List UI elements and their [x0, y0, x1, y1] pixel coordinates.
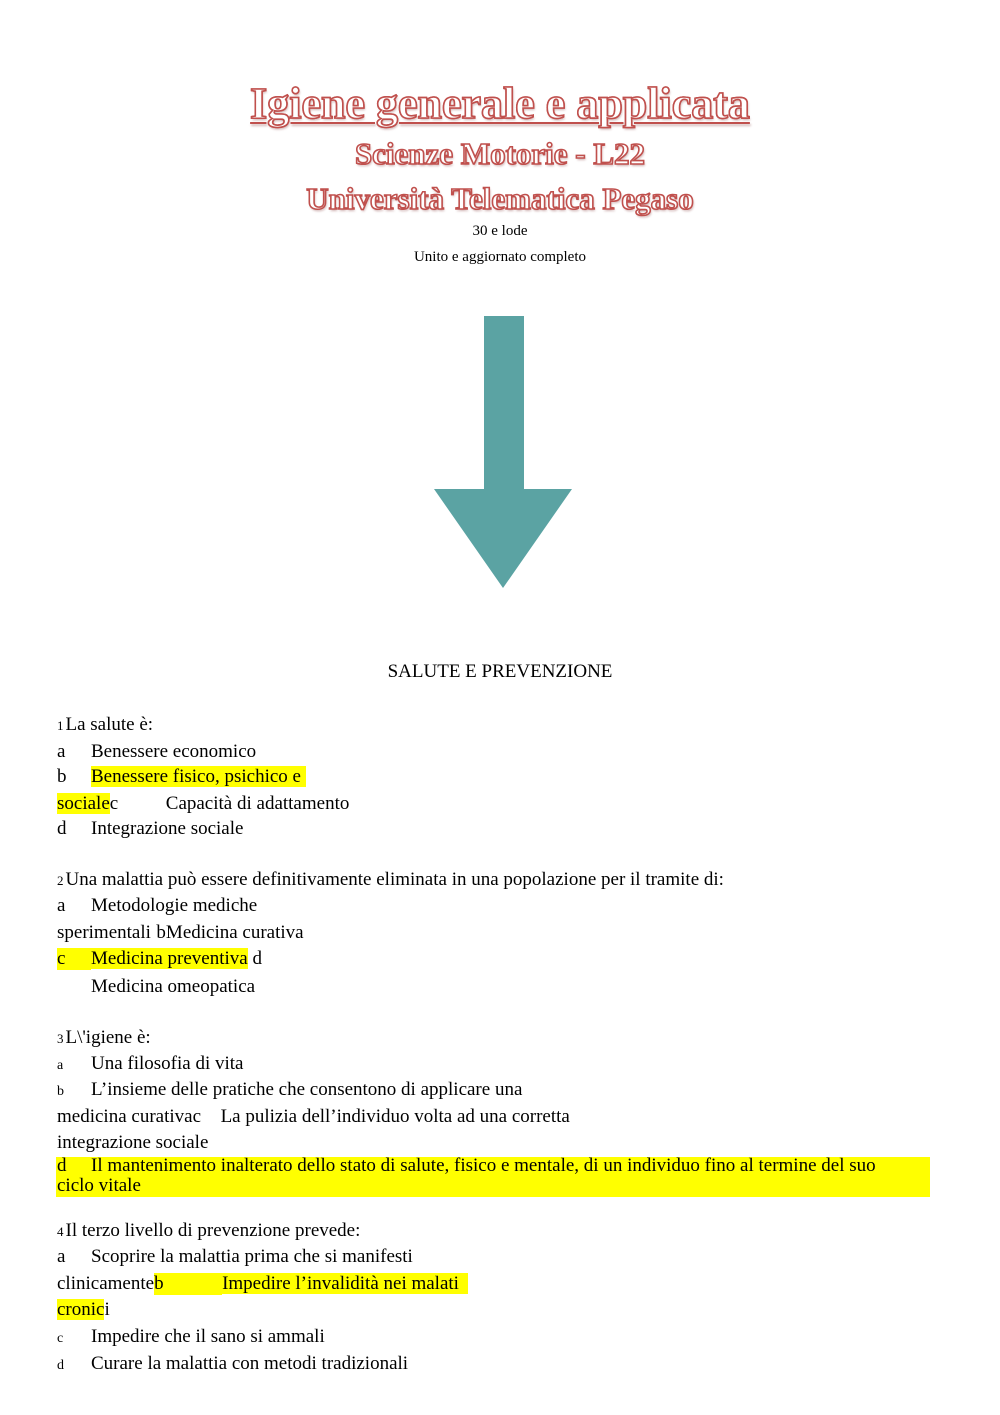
answer-2a-cont: sperimentali bMedicina curativa [57, 922, 304, 943]
course-subtitle: Scienze Motorie - L22 [354, 136, 646, 171]
university-name: Università Telematica Pegaso [306, 181, 694, 216]
answer-2a: a Metodologie mediche [57, 895, 258, 916]
answer-1b-cont: socialec Capacità di adattamento [57, 793, 350, 814]
answer-4a: a Scoprire la malattia prima che si manifesti [57, 1246, 413, 1267]
down-arrow-icon [430, 314, 574, 590]
question-number: 1 [57, 718, 64, 733]
grade-note: 30 e lode [472, 223, 528, 239]
question-4 [57, 1220, 360, 1242]
answer-4a-cont: clinicamenteb Impedire l’invalidità nei malati [57, 1273, 468, 1295]
answer-1b: b Benessere fisico, psichico e [57, 766, 306, 788]
answer-3d: d Il mantenimento inalterato dello stato di salute, fisico e mentale, di un individuo fino al termine del suo [57, 1155, 876, 1176]
answer-4d: d Curare la malattia con metodi tradizionali [57, 1353, 409, 1374]
answer-3c-cont: integrazione sociale [57, 1132, 209, 1153]
answer-4b-cont: cronici [57, 1299, 110, 1320]
answer-4c: c Impedire che il sano si ammali [57, 1326, 325, 1347]
answer-2d: Medicina omeopatica [91, 976, 256, 997]
question-number: 2 [57, 873, 64, 888]
answer-3b-cont: medicina curativac La pulizia dell’individuo volta ad una corretta [57, 1106, 570, 1127]
answer-3b: b L’insieme delle pratiche che consentono di applicare una [57, 1079, 523, 1100]
question-2 [57, 869, 724, 891]
answer-2c: c Medicina preventiva d [57, 948, 262, 969]
answer-3d-cont: ciclo vitale [57, 1175, 141, 1196]
answer-1a: a Benessere economico [57, 741, 257, 762]
answer-1d: d Integrazione sociale [57, 818, 244, 839]
question-3 [57, 1027, 151, 1049]
question-text: La salute è: [65, 714, 154, 735]
question-number: 3 [57, 1031, 64, 1046]
section-title: SALUTE E PREVENZIONE [387, 661, 613, 682]
question-text: L\'igiene è: [65, 1027, 151, 1048]
question-number: 4 [57, 1224, 64, 1239]
update-note: Unito e aggiornato completo [413, 249, 587, 265]
question-text: Il terzo livello di prevenzione prevede: [65, 1220, 361, 1241]
answer-3a: a Una filosofia di vita [57, 1053, 244, 1074]
question-text: Una malattia può essere definitivamente eliminata in una popolazione per il tramite di: [65, 869, 724, 890]
document-title: Igiene generale e applicata [250, 79, 750, 128]
question-1 [57, 714, 153, 736]
